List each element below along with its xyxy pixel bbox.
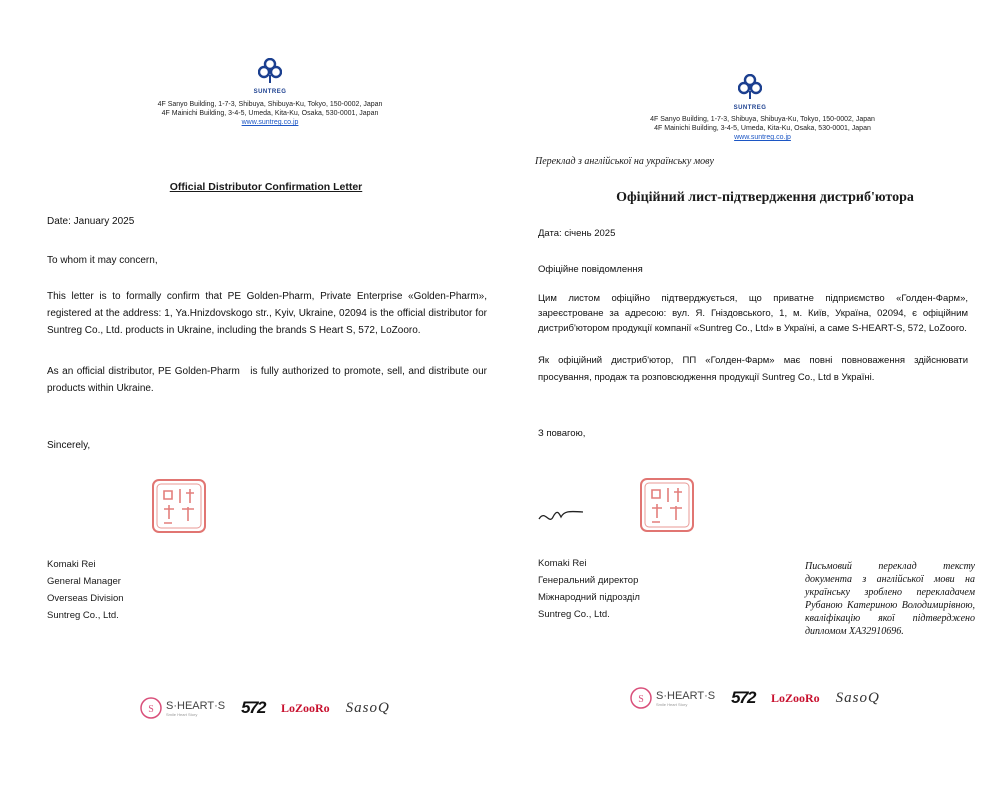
- signer-name: Komaki Rei: [47, 559, 96, 570]
- suntreg-logo-icon: [258, 58, 282, 84]
- handwritten-signature: [535, 503, 585, 525]
- letter-title: Official Distributor Confirmation Letter: [169, 181, 363, 193]
- address-line-2: 4F Mainichi Building, 3-4-5, Umeda, Kita-Ku, Osaka, 530-0001, Japan: [161, 110, 379, 117]
- letter-paragraph-2: Як офіційний дистриб'ютор, ПП «Голден-Фарм» має повні повноваження здійснювати просування, продаж та розповсюдження продукції Suntreg Co., Ltd в Україні.: [538, 355, 968, 383]
- signer-division: Міжнародний підрозділ: [538, 592, 640, 603]
- sheart-wordmark: S·HEART·S: [166, 699, 226, 712]
- signer-block: [538, 555, 738, 623]
- company-address: [100, 100, 440, 127]
- svg-text:S: S: [148, 704, 154, 715]
- lozooro-logo: LoZooRo: [770, 690, 820, 705]
- suntreg-logo-icon: [738, 74, 762, 100]
- sheart-logo: [630, 687, 715, 709]
- address-line-1: 4F Sanyo Building, 1-7-3, Shibuya, Shibuya-Ku, Tokyo, 150-0002, Japan: [650, 116, 875, 123]
- sheart-emblem-icon: [630, 687, 652, 709]
- letter-paragraph-1: Цим листом офіційно підтверджується, що приватне підприємство «Голден-Фарм», зареєстроване за адресою: вул. Я. Гніздовського, 1, м. Київ, Україна, 02094, є офіційним дистриб'ютором продукції компанії «Suntreg Co., Ltd» в Україні, а саме S-HEART-S, 572, LoZooro.: [538, 293, 968, 334]
- brand-572-logo: 572: [241, 698, 265, 717]
- letter-salutation: Офіційне повідомлення: [538, 264, 643, 275]
- letter-title: Офіційний лист-підтвердження дистриб'ютора: [616, 190, 914, 205]
- signature: [535, 503, 585, 530]
- company-seal-stamp: [638, 476, 696, 534]
- letter-salutation: To whom it may concern,: [47, 255, 158, 266]
- sheart-tagline: Smile Heart Story: [166, 711, 198, 717]
- signer-division: Overseas Division: [47, 593, 124, 604]
- svg-text:S: S: [638, 694, 644, 705]
- sheart-wordmark: S·HEART·S: [656, 689, 716, 702]
- letter-closing: Sincerely,: [47, 440, 91, 451]
- letter-closing: З повагою,: [538, 428, 586, 439]
- lozooro-logo: LoZooRo: [280, 700, 330, 715]
- signer-company: Suntreg Co., Ltd.: [538, 609, 610, 620]
- suntreg-logo: [720, 74, 780, 111]
- brand-572-logo: 572: [731, 688, 755, 707]
- signer-name: Komaki Rei: [538, 558, 587, 569]
- company-seal-stamp: [150, 477, 208, 535]
- translation-note: Переклад з англійської на українську мову: [535, 156, 714, 167]
- logo-wordmark: SUNTREG: [253, 89, 287, 95]
- letter-paragraph-2: As an official distributor, PE Golden-Pharm is fully authorized to promote, sell, and distribute our products within Ukraine.: [47, 366, 490, 394]
- sheart-logo: [140, 697, 225, 719]
- letter-paragraph-1: This letter is to formally confirm that PE Golden-Pharm, Private Enterprise «Golden-Pharm», registered at the address: 1, Ya.Hnizdovskogo str., Kyiv, Ukraine, 02094 is the official distributor for Suntreg Co., Ltd. products in Ukraine, including the brands S Heart S, 572, LoZooro.: [47, 291, 487, 336]
- signer-block: [47, 556, 247, 624]
- signer-company: Suntreg Co., Ltd.: [47, 610, 119, 621]
- suntreg-logo: [240, 58, 300, 95]
- brand-logos: [140, 697, 390, 719]
- company-seal: [638, 476, 696, 539]
- signer-title: General Manager: [47, 576, 121, 587]
- letter-date: Дата: січень 2025: [538, 228, 616, 239]
- company-seal: [150, 477, 208, 540]
- address-line-1: 4F Sanyo Building, 1-7-3, Shibuya, Shibuya-Ku, Tokyo, 150-0002, Japan: [157, 101, 383, 108]
- brand-logos: [630, 687, 880, 709]
- ukrainian-translation-page: [505, 0, 1000, 800]
- translator-statement: Письмовий переклад тексту документа з англійської мови на українську зроблено перекладачем Рубаною Катериною Володимирівною, кваліфікацію якої підтверджено дипломом ХА32910696.: [805, 561, 975, 637]
- signer-title: Генеральний директор: [538, 575, 639, 586]
- website-link[interactable]: www.suntreg.co.jp: [241, 119, 299, 126]
- sheart-tagline: Smile Heart Story: [656, 701, 688, 707]
- logo-wordmark: SUNTREG: [733, 105, 767, 111]
- letter-date: Date: January 2025: [47, 216, 135, 227]
- address-line-2: 4F Mainichi Building, 3-4-5, Umeda, Kita-Ku, Osaka, 530-0001, Japan: [654, 125, 871, 132]
- sheart-emblem-icon: [140, 697, 162, 719]
- sasoq-logo: SasoQ: [345, 699, 390, 716]
- company-address: [590, 115, 935, 142]
- sasoq-logo: SasoQ: [835, 689, 880, 706]
- website-link[interactable]: www.suntreg.co.jp: [734, 134, 791, 141]
